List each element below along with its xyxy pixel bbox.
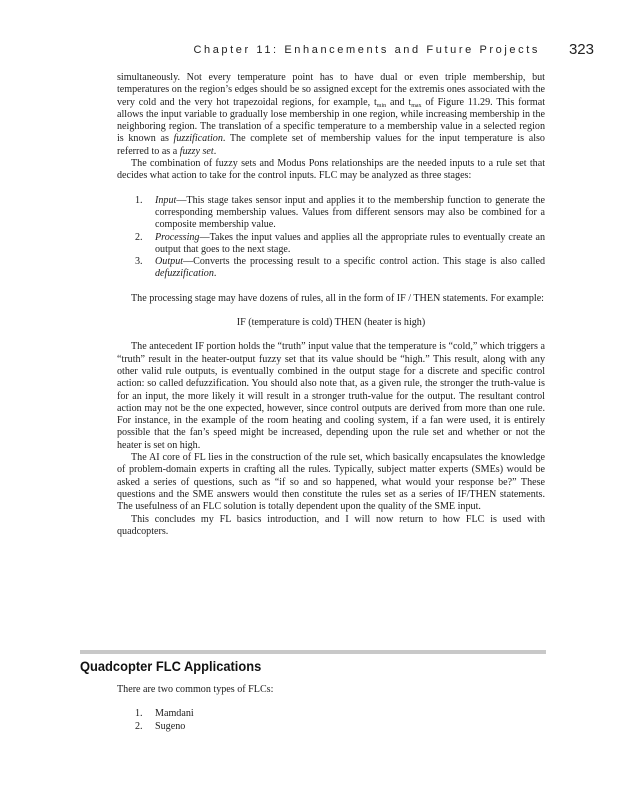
list-number: 1. [135,708,143,720]
stage-term: Output [155,256,184,268]
term-fuzzification: fuzzification [173,133,223,145]
paragraph-antecedent: The antecedent IF portion holds the “truth” input value that the temperature is “cold,” which triggers a “truth” result in the heater-output fuzzy set that its value should be “high.” This result, along with any other valid rule outputs, is eventually combined in the output stage for a discrete and specific control action: so called defuzzification. You should also note that, as a given rule, the stronger the truth-value is for an input, the more likely it will result in a stronger truth-value for the output. The resultant control action may not be the one expected, however, since control outputs are derived from more than one rule. For instance, in the example of the room heating and cooling system, if a fan were used, it is entirely possible that the fan’s speed might be increased, depending upon the rule set and whether or not the heater is set on high. [117,341,545,451]
running-header [0,38,594,62]
subscript-max: max [411,102,422,109]
term-fuzzy-set: fuzzy set [179,145,214,157]
flc-type-label: Mamdani [155,708,194,720]
term-defuzzification: defuzzification [155,268,214,280]
section-divider [80,650,546,654]
list-item [117,708,545,720]
chapter-title: Chapter 11: Enhancements and Future Projects [193,44,540,56]
text-run: . The complete set of membership values for the input temperature is also referred to as a [117,133,545,157]
list-item [117,195,545,232]
flc-types-list [117,708,545,733]
paragraph-fuzzification [117,72,545,158]
text-run: . [213,145,217,157]
text-run: of Figure 11.29. This format allows the input variable to gradually lose membership in one region, while increasing membership in the neighboring region. The translation of a specific temperature to a membership value in a selected region is known as [117,96,545,145]
stage-text: —This stage takes sensor input and applies it to the membership function to generate the corresponding membership values. Values from different sensors may also be combined for a composite membership value. [155,194,545,231]
text-run: simultaneously. Not every temperature point has to have dual or even triple membership, but temperatures on the region’s edges should be so assigned except for the extremis ones associated with the very cold and the very hot trapezoidal regions, for example, t [117,72,545,108]
stage-text: —Takes the input values and applies all the appropriate rules to eventually create an output that goes to the next stage. [155,231,545,255]
stage-term: Processing [155,231,200,243]
paragraph-conclusion: This concludes my FL basics introduction, and I will now return to how FLC is used with quadcopters. [117,513,545,537]
section-heading: Quadcopter FLC Applications [80,658,262,674]
text-run: and t [386,96,412,108]
list-item [117,256,545,281]
text-run: . [213,268,217,280]
paragraph-three-stages: The combination of fuzzy sets and Modus Pons relationships are the needed inputs to a rule set that decides what action to take for the control inputs. FLC may be analyzed as three stages: [117,158,545,182]
list-item [117,232,545,257]
paragraph-processing: The processing stage may have dozens of rules, all in the form of IF / THEN statements. For example: [131,292,544,304]
stage-term: Input [155,194,177,206]
subscript-min: min [376,102,387,109]
page-number: 323 [568,41,594,58]
flc-type-label: Sugeno [155,720,186,732]
list-number: 3. [135,256,143,268]
stage-text: —Converts the processing result to a specific control action. This stage is also called [183,256,545,268]
list-number: 2. [135,720,143,732]
rule-example: IF (temperature is cold) THEN (heater is high) [236,317,426,329]
section-intro: There are two common types of FLCs: [117,684,274,695]
main-text [117,72,545,538]
paragraph-ai-core: The AI core of FL lies in the construction of the rule set, which basically encapsulates the knowledge of problem-domain experts in crafting all the rules. Typically, subject matter experts (SMEs) would be asked a series of questions, such as “if so and so happened, what would your response be?” These questions and the SME answers would then constitute the rules set as a series of IF/THEN statements. The usefulness of an FLC solution is totally dependent upon the quality of the SME input. [117,452,545,513]
list-item [117,721,545,733]
section-text [117,684,545,733]
list-number: 1. [135,194,143,206]
list-number: 2. [135,231,143,243]
stages-list [117,195,545,281]
